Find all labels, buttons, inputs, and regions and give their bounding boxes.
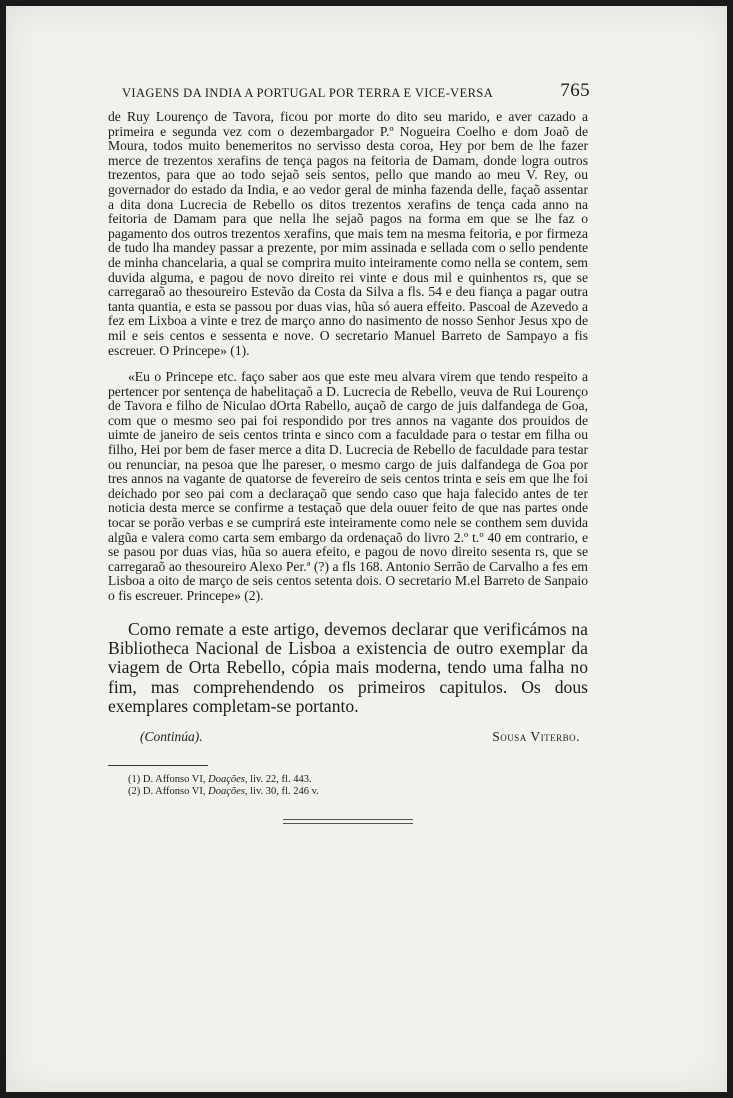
paragraph-3: Como remate a este artigo, devemos declarar que verificámos na Bibliotheca Nacional de Lisboa a existencia de outro exemplar da viagem de Orta Rebello, cópia mais moderna, tendo uma falha no fim, mas comprehendendo os primeiros capitulos. Os dous exemplares completam-se portanto. [108, 618, 588, 717]
footnote-ref: liv. 22, fl. 443. [250, 773, 312, 785]
author-name: Sousa Viterbo. [492, 728, 580, 744]
page-content [108, 82, 588, 827]
paragraph-2: «Eu o Princepe etc. faço saber aos que este meu alvara virem que tendo respeito a pertencer por sentença de habelitaçaõ a D. Lucrecia de Rebello, veuva de Rui Lourenço de Tavora e filho de Niculao dOrta Rabello, auçaõ de cargo de juis dalfandega de Goa, com que o mesmo seo pai foi respondido por tres annos na vagante dos prouidos de uimte de janeiro de seis centos trinta e sinco com a faculdade para o testar em filha ou filho, Hei por bem de faser merce a dita D. Lucrecia de Rebello de faculdade para testar ou renunciar, na pesoa que lhe pareser, o mesmo cargo de juis dalfandega de Goa por tres annos na vagante de quatorse de fevereiro de seis centos trinta e seis em que lhe foi deichado por seo pai com a declaraçaõ que sendo caso que haja falecido antes de ter noticia desta merce se confirme a testaçaõ que dela ouuer feito de que nas partes onde tocar se porão verbas e se cumprirá este inteiramente como nele se conthem sem duvida algũa e valera como carta sem embargo da ordenaçaõ do livro 2.º t.º 40 em contrario, e se pasou por duas vias, hũa so auera efeito, e pagou de novo direito sesenta rs, que se carregaraõ ao thesoureiro Alexo Per.ª (?) a fls 168. Antonio Serrão de Carvalho a fes em Lisboa a oito de março de seis centos setenta dois. O secretario M.el Barreto de Sanpaio o fis escreuer. Princepe» (2). [108, 369, 588, 603]
running-header [108, 82, 588, 110]
divider-line [283, 823, 413, 824]
page-number: 765 [560, 80, 590, 101]
footnote-work: Doações, [208, 773, 248, 785]
footnote [108, 774, 588, 787]
footnote-source: D. Affonso VI, [142, 773, 206, 785]
footnote-rule [108, 765, 208, 766]
footnote-marker: (1) [128, 773, 141, 785]
end-divider [283, 819, 413, 824]
signature-line [108, 725, 588, 751]
footnote-source: D. Affonso VI, [142, 786, 206, 798]
document-page [6, 6, 727, 1092]
footnote-work: Doações, [208, 786, 248, 798]
continua-label: (Continúa). [140, 728, 203, 744]
paragraph-1: de Ruy Lourenço de Tavora, ficou por morte do dito seu marido, e aver cazado a primeira e segunda vez com o dezembargador P.º Nogueira Coelho e dom Joaõ de Moura, todos muito benemeritos no servisso desta coroa, Hey por bem de lhe fazer merce de trezentos xerafins de tença pagos na feitoria de Damam, donde logra outros trezentos, para que ao todo sejaõ seis sentos, pello que mando ao meu V. Rey, ou governador do estado da India, e ao vedor geral de minha fazenda delle, façaõ assentar a dita dona Lucrecia de Rebello os ditos trezentos xerafins de tença cada anno na feitoria de Damam para que nella lhe sejaõ pagos na forma em que se lhe faz o pagamento dos outros trezentos xerafins, que mais tem na mesma feitoria, e por firmeza de tudo lha mandey passar a prezente, por mim assinada e sellada com o sello pendente de minha chancelaria, a qual se comprira muito inteiramente como nella se contem, sem duvida alguma, e pagou de novo direito rei vinte e dous mil e quinhentos rs, que se carregaraõ ao thesoureiro Estevão da Costa da Silva a fls. 54 e deu fiança a pagar outra tanta quantia, e esta se passou por duas vias, hũa só auera effeito. Pascoal de Azevedo a fez em Lixboa a vinte e trez de março anno do nasimento de nosso Senhor Jesus xpo de mil e seis centos e sessenta e nove. O secretario Manuel Barreto de Sampayo a fis escreuer. O Princepe» (1). [108, 109, 588, 358]
divider-line [283, 819, 413, 820]
footnote [108, 786, 588, 799]
running-title: VIAGENS DA INDIA A PORTUGAL POR TERRA E VICE-VERSA [122, 86, 494, 100]
footnote-ref: liv. 30, fl. 246 v. [250, 786, 319, 798]
footnote-marker: (2) [128, 786, 141, 798]
